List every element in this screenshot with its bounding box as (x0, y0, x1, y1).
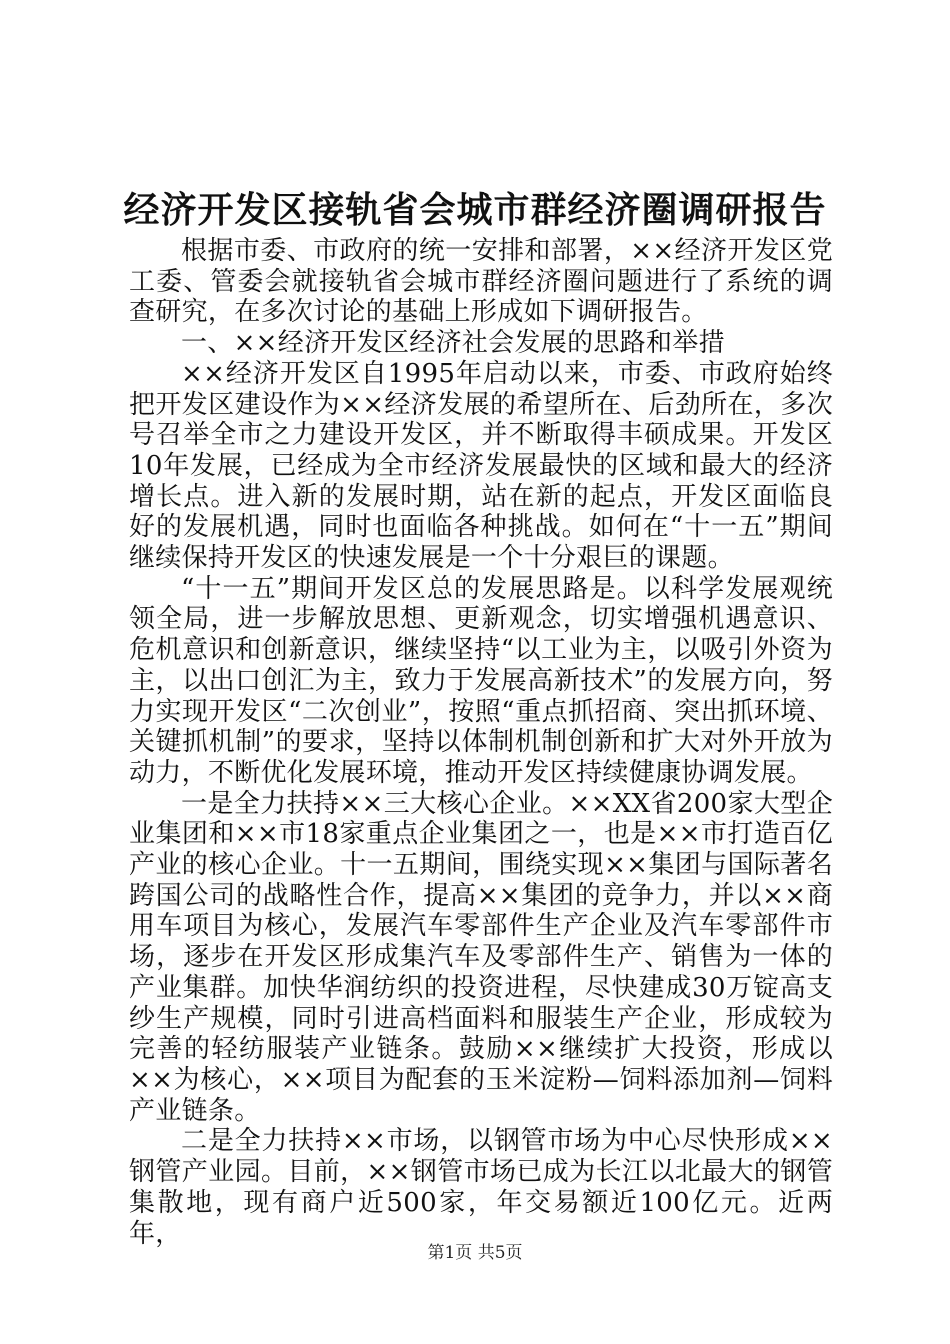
document-title: 经济开发区接轨省会城市群经济圈调研报告 (123, 189, 827, 231)
paragraph-development-history: ××经济开发区自1995年启动以来，市委、市政府始终把开发区建设作为××经济发展的希望所在、后劲所在，多次号召举全市之力建设开发区，并不断取得丰硕成果。开发区10年发展，已经成为全市经济发展最快的区域和最大的经济增长点。进入新的发展时期，站在新的起点，开发区面临良好的发展机遇，同时也面临各种挑战。如何在“十一五”期间继续保持开发区的快速发展是一个十分艰巨的课题。 (129, 358, 833, 574)
paragraph-steel-pipe-market: 二是全力扶持××市场，以钢管市场为中心尽快形成××钢管产业园。目前，××钢管市场已成为长江以北最大的钢管集散地，现有商户近500家，年交易额近100亿元。近两年， (129, 1126, 833, 1249)
paragraph-development-approach: “十一五”期间开发区总的发展思路是。以科学发展观统领全局，进一步解放思想、更新观念，切实增强机遇意识、危机意识和创新意识，继续坚持“以工业为主，以吸引外资为主，以出口创汇为主，致力于发展高新技术”的发展方向，努力实现开发区“二次创业”，按照“重点抓招商、突出抓环境、关键抓机制”的要求，坚持以体制机制创新和扩大对外开放为动力，不断优化发展环境，推动开发区持续健康协调发展。 (129, 573, 833, 788)
paragraph-core-enterprises: 一是全力扶持××三大核心企业。××XX省200家大型企业集团和××市18家重点企业集团之一，也是××市打造百亿产业的核心企业。十一五期间，围绕实现××集团与国际著名跨国公司的战略性合作，提高××集团的竞争力，并以××商用车项目为核心，发展汽车零部件生产企业及汽车零部件市场，逐步在开发区形成集汽车及零部件生产、销售为一体的产业集群。加快华润纺织的投资进程，尽快建成30万锭高支纱生产规模，同时引进高档面料和服装生产企业，形成较为完善的轻纺服装产业链条。鼓励××继续扩大投资，形成以××为核心，××项目为配套的玉米淀粉—饲料添加剂—饲料产业链条。 (129, 788, 833, 1126)
document-body (129, 236, 833, 1249)
section-heading-1: 一、××经济开发区经济社会发展的思路和举措 (181, 328, 725, 359)
paragraph-intro: 根据市委、市政府的统一安排和部署，××经济开发区党工委、管委会就接轨省会城市群经济圈问题进行了系统的调查研究，在多次讨论的基础上形成如下调研报告。 (129, 236, 833, 328)
page-footer: 第1页 共5页 (427, 1243, 523, 1263)
